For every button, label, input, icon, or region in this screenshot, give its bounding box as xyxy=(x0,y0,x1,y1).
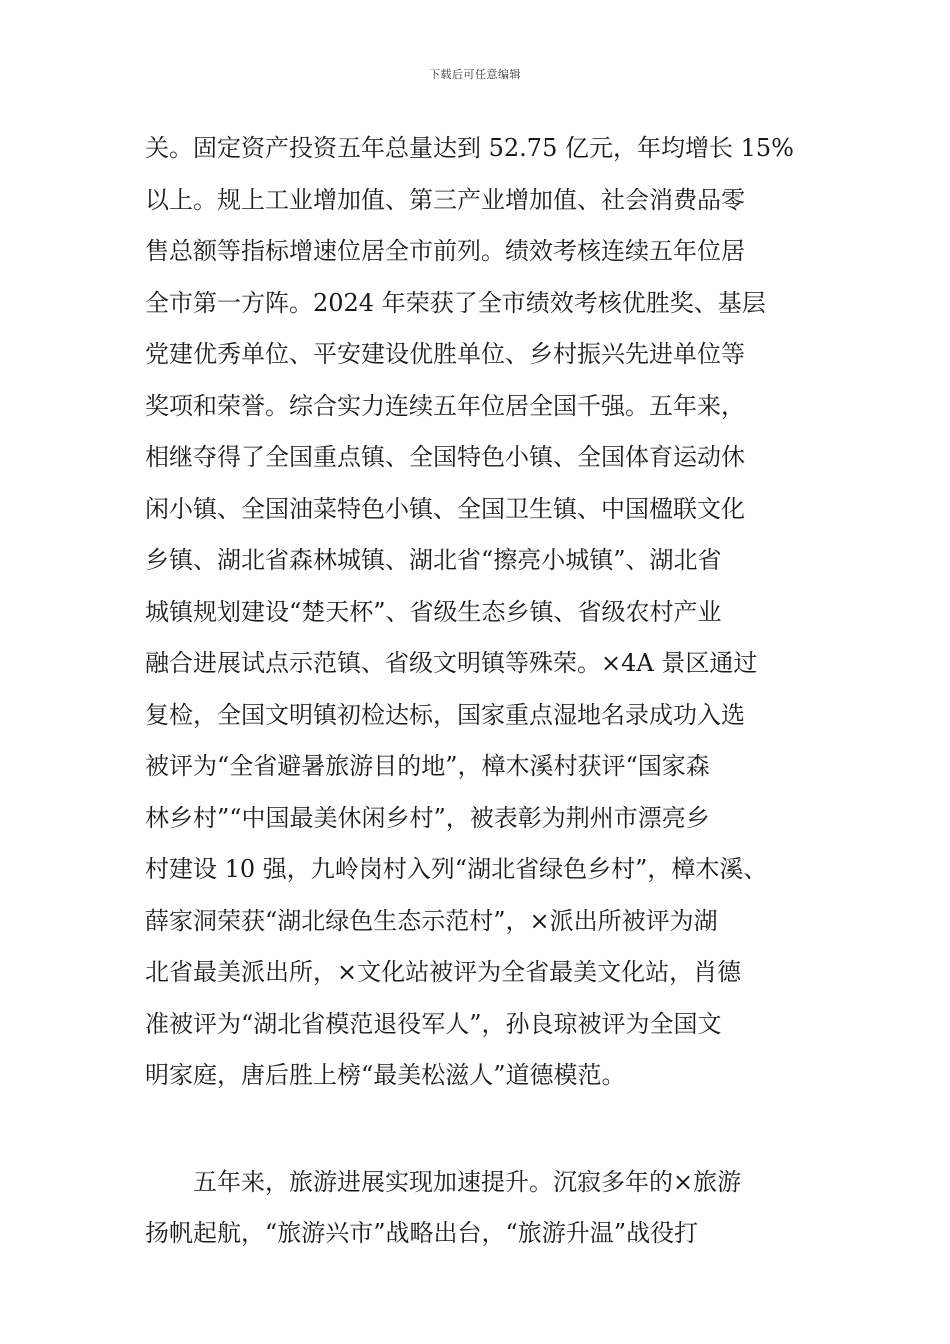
text-line: 闲小镇、全国油菜特色小镇、全国卫生镇、中国楹联文化 xyxy=(145,494,745,523)
text-line: 林乡村”“中国最美休闲乡村”，被表彰为荆州市漂亮乡 xyxy=(145,803,710,832)
text-line: 五年来，旅游进展实现加速提升。沉寂多年的×旅游 xyxy=(145,1167,742,1196)
paragraph xyxy=(145,128,825,1107)
text-line: 扬帆起航，“旅游兴市”战略出台，“旅游升温”战役打 xyxy=(145,1219,699,1247)
text-line: 乡镇、湖北省森林城镇、湖北省“擦亮小城镇”、湖北省 xyxy=(145,546,722,574)
header-note: 下载后可任意编辑 xyxy=(429,68,521,81)
text-line: 薛家洞荣获“湖北绿色生态示范村”，×派出所被评为湖 xyxy=(145,906,718,935)
text-line: 全市第一方阵。2024 年荣获了全市绩效考核优胜奖、基层 xyxy=(145,288,766,317)
text-line: 明家庭，唐后胜上榜“最美松滋人”道德模范。 xyxy=(145,1061,626,1089)
text-line: 关。固定资产投资五年总量达到 52.75 亿元，年均增长 15% xyxy=(145,134,794,162)
text-line: 融合进展试点示范镇、省级文明镇等殊荣。×4A 景区通过 xyxy=(145,649,758,677)
text-line: 以上。规上工业增加值、第三产业增加值、社会消费品零 xyxy=(145,185,745,214)
text-line: 相继夺得了全国重点镇、全国特色小镇、全国体育运动休 xyxy=(145,443,745,471)
text-line: 准被评为“湖北省模范退役军人”，孙良琼被评为全国文 xyxy=(145,1009,722,1038)
text-line: 党建优秀单位、平安建设优胜单位、乡村振兴先进单位等 xyxy=(145,340,745,368)
text-line: 奖项和荣誉。综合实力连续五年位居全国千强。五年来， xyxy=(145,391,745,420)
paragraph-spacer xyxy=(145,1107,825,1162)
text-line: 售总额等指标增速位居全市前列。绩效考核连续五年位居 xyxy=(145,237,745,265)
paragraph xyxy=(145,1162,825,1265)
text-line: 复检，全国文明镇初检达标，国家重点湿地名录成功入选 xyxy=(145,700,745,729)
text-line: 被评为“全省避暑旅游目的地”，樟木溪村获评“国家森 xyxy=(145,752,710,780)
text-line: 城镇规划建设“楚天杯”、省级生态乡镇、省级农村产业 xyxy=(145,597,722,626)
text-line: 北省最美派出所，×文化站被评为全省最美文化站，肖德 xyxy=(145,958,742,986)
document-body xyxy=(145,128,825,1265)
text-line: 村建设 10 强，九岭岗村入列“湖北省绿色乡村”，樟木溪、 xyxy=(145,855,768,883)
